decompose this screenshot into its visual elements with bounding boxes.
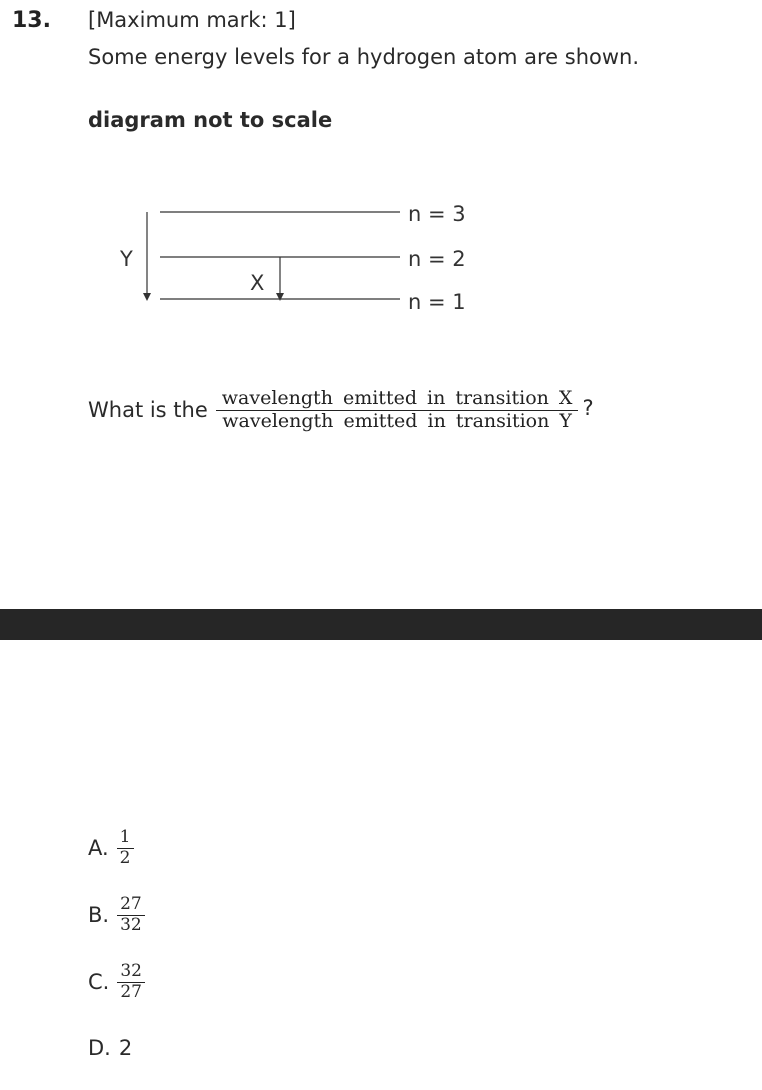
option-c[interactable] [88,962,145,1002]
option-d-letter: D. [88,1036,111,1060]
option-a-denominator: 2 [119,847,131,868]
energy-level-diagram [0,0,762,360]
option-a-letter: A. [88,836,109,861]
level-n2-label: n = 2 [408,247,466,271]
option-a-numerator: 1 [119,827,131,847]
transition-y-arrowhead [143,293,151,301]
option-b-letter: B. [88,903,110,928]
diagram-note: diagram not to scale [88,108,333,132]
question-stem: Some energy levels for a hydrogen atom are shown. [88,45,640,69]
option-b-fraction [117,895,145,935]
max-mark: [Maximum mark: 1] [88,8,296,32]
question-prompt [88,382,594,438]
option-c-letter: C. [88,970,110,995]
wavelength-ratio [216,388,579,433]
ratio-numerator: wavelength emitted in transition X [221,386,573,409]
level-n1-label: n = 1 [408,290,466,314]
prompt-prefix: What is the [88,398,208,422]
option-a[interactable] [88,828,134,868]
option-c-denominator: 27 [120,981,142,1002]
level-n3-label: n = 3 [408,202,466,226]
prompt-suffix: ? [582,396,594,420]
option-a-fraction [117,828,134,868]
transition-x-arrowhead [276,293,284,301]
option-c-fraction [117,962,145,1002]
option-b-numerator: 27 [120,894,142,914]
ratio-denominator: wavelength emitted in transition Y [222,409,572,432]
option-b[interactable] [88,895,145,935]
option-d-value: 2 [118,1036,133,1060]
transition-x-label: X [250,271,265,295]
option-c-numerator: 32 [120,961,142,981]
transition-y-label: Y [120,247,133,271]
section-divider [0,609,762,640]
question-number: 13. [12,8,51,33]
option-d[interactable] [88,1036,132,1060]
option-b-denominator: 32 [120,914,142,935]
